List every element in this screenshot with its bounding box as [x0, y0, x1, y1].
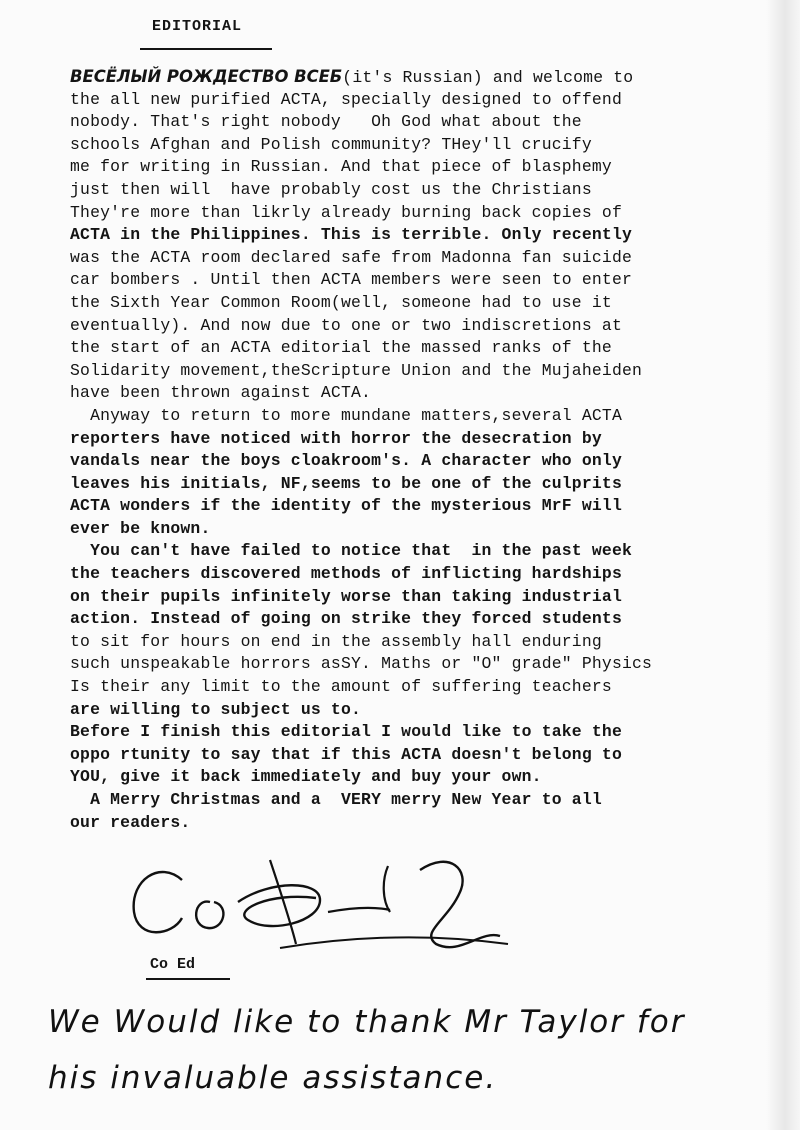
signature-underline	[146, 978, 230, 980]
handwritten-thanks-line-2: his invaluable assistance.	[48, 1060, 498, 1096]
editorial-line-text: action. Instead of going on strike they forced students	[70, 609, 622, 629]
editorial-line	[70, 676, 770, 699]
editorial-line-text: ACTA wonders if the identity of the mysterious MrF will	[70, 496, 622, 516]
editorial-line-text: our readers.	[70, 812, 191, 832]
editorial-line-text: me for writing in Russian. And that piece of blasphemy	[70, 157, 612, 177]
co-ed-signature	[120, 840, 510, 960]
editorial-line-text: A Merry Christmas and a VERY merry New Year to all	[70, 790, 602, 809]
editorial-line-text: to sit for hours on end in the assembly hall enduring	[70, 631, 602, 651]
editorial-line	[70, 473, 770, 496]
editorial-line	[70, 428, 770, 451]
editorial-heading: EDITORIAL	[152, 18, 243, 35]
editorial-line	[70, 247, 770, 270]
editorial-line	[70, 721, 770, 744]
editorial-line	[70, 360, 770, 383]
editorial-line	[70, 608, 770, 631]
editorial-line	[70, 66, 770, 89]
editorial-line-text: vandals near the boys cloakroom's. A character who only	[70, 451, 622, 471]
handwritten-russian-greeting: ВЕСЁЛЫЙ РОЖДЕСТВО ВСЕБ	[70, 67, 343, 86]
editorial-line	[70, 540, 770, 563]
editorial-line-text: was the ACTA room declared safe from Madonna fan suicide	[70, 247, 633, 267]
editorial-line	[70, 89, 770, 112]
editorial-line-text: Before I finish this editorial I would like to take the	[70, 722, 622, 742]
editorial-line	[70, 337, 770, 360]
editorial-line	[70, 495, 770, 518]
editorial-line	[70, 563, 770, 586]
editorial-line	[70, 744, 770, 767]
editorial-line	[70, 766, 770, 789]
editorial-line	[70, 631, 770, 654]
editorial-line-text: leaves his initials, NF,seems to be one of the culprits	[70, 473, 622, 493]
editorial-line	[70, 450, 770, 473]
editorial-line	[70, 179, 770, 202]
page-edge-shadow	[766, 0, 800, 1130]
editorial-line	[70, 789, 770, 812]
editorial-line-text: the all new purified ACTA, specially designed to offend	[70, 89, 622, 109]
editorial-line-text: the teachers discovered methods of inflicting hardships	[70, 564, 622, 584]
editorial-line	[70, 405, 770, 428]
editorial-line	[70, 134, 770, 157]
editorial-line-text: reporters have noticed with horror the desecration by	[70, 428, 602, 448]
editorial-line	[70, 699, 770, 722]
editorial-line	[70, 202, 770, 225]
editorial-line-text: just then will have probably cost us the Christians	[70, 179, 592, 199]
editorial-line	[70, 653, 770, 676]
signature-name: Co Ed	[150, 956, 196, 973]
editorial-line-text: on their pupils infinitely worse than taking industrial	[70, 586, 622, 606]
handwritten-thanks-line-1: We Would like to thank Mr Taylor for	[48, 1004, 686, 1040]
editorial-line	[70, 586, 770, 609]
editorial-line-text: nobody. That's right nobody Oh God what about the	[70, 112, 582, 132]
editorial-line-text: the Sixth Year Common Room(well, someone had to use it	[70, 292, 612, 312]
editorial-line	[70, 315, 770, 338]
editorial-line-text: eventually). And now due to one or two indiscretions at	[70, 315, 622, 335]
editorial-line-text: such unspeakable horrors asSY. Maths or "O" grade" Physics	[70, 654, 653, 674]
editorial-line-text: Is their any limit to the amount of suffering teachers	[70, 677, 612, 697]
heading-underline	[140, 48, 272, 50]
editorial-line-text: They're more than likrly already burning back copies of	[70, 202, 622, 222]
editorial-line	[70, 224, 770, 247]
editorial-line-text: are willing to subject us to.	[70, 699, 362, 719]
editorial-line	[70, 518, 770, 541]
editorial-line-text: have been thrown against ACTA.	[70, 383, 372, 403]
editorial-line	[70, 269, 770, 292]
editorial-body	[70, 66, 770, 834]
editorial-line-text: the start of an ACTA editorial the massed ranks of the	[70, 338, 612, 358]
editorial-line-text: ever be known.	[70, 518, 211, 538]
editorial-line	[70, 382, 770, 405]
editorial-line-text: car bombers . Until then ACTA members were seen to enter	[70, 270, 633, 290]
editorial-line-text: oppo rtunity to say that if this ACTA doesn't belong to	[70, 744, 622, 764]
editorial-line	[70, 812, 770, 835]
editorial-line	[70, 156, 770, 179]
editorial-line-text: You can't have failed to notice that in the past week	[70, 541, 633, 561]
editorial-line-text: Solidarity movement,theScripture Union and the Mujaheiden	[70, 360, 643, 380]
editorial-line-text: (it's Russian) and welcome to	[342, 68, 634, 87]
editorial-line-text: schools Afghan and Polish community? THey'll crucify	[70, 134, 592, 154]
editorial-line-text: Anyway to return to more mundane matters,several ACTA	[70, 405, 622, 425]
editorial-line	[70, 111, 770, 134]
editorial-line	[70, 292, 770, 315]
editorial-line-text: ACTA in the Philippines. This is terrible. Only recently	[70, 225, 633, 245]
editorial-line-text: YOU, give it back immediately and buy your own.	[70, 767, 542, 787]
